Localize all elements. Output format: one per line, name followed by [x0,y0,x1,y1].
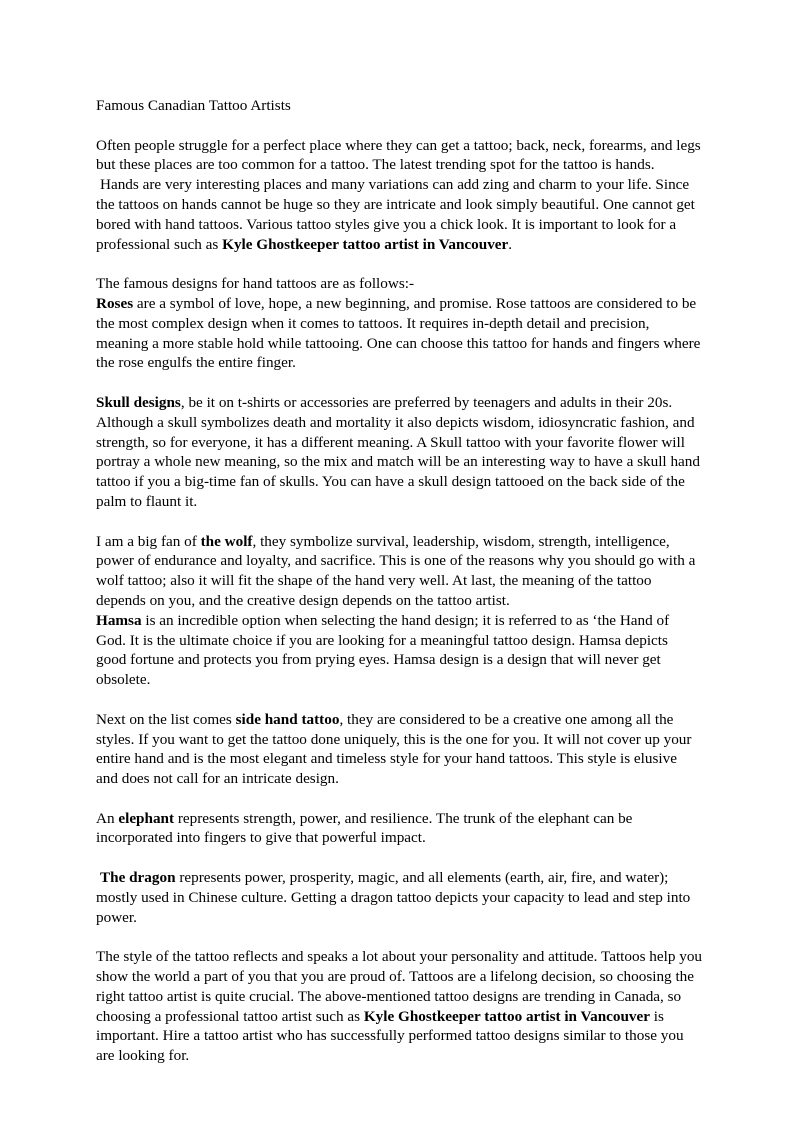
hamsa-paragraph: Hamsa is an incredible option when selecting the hand design; it is referred to as ‘the Hand of God. It is the ultimate choice if you are looking for a meaningful tattoo design. Hamsa depicts good fortune and protects you from prying eyes. Hamsa design is a design that will never get obsolete. [96,611,670,689]
wolf-paragraph: I am a big fan of the wolf, they symbolize survival, leadership, wisdom, strength, intelligence, power of endurance and loyalty, and sacrifice. This is one of the reasons why you should go with a wolf tattoo; also it will fit the shape of the hand very well. At last, the meaning of the tattoo depends on you, and the creative design depends on the tattoo artist. [96,532,696,609]
elephant-paragraph: An elephant represents strength, power, and resilience. The trunk of the elephant can be incorporated into fingers to give that powerful impact. [96,809,633,847]
skull-paragraph: Skull designs, be it on t-shirts or accessories are preferred by teenagers and adults in their 20s. Although a skull symbolizes death and mortality it also depicts wisdom, idiosyncratic fashion, and strength, so for everyone, it has a different meaning. A Skull tattoo with your favorite flower will portray a whole new meaning, so the mix and match will be an interesting way to have a skull hand tattoo if you a big-time fan of skulls. You can have a skull design tattooed on the back side of the palm to flaunt it. [96,393,700,510]
designs-heading: The famous designs for hand tattoos are as follows:- [96,275,415,293]
conclusion-paragraph: The style of the tattoo reflects and speaks a lot about your personality and attitude. Tattoos help you show the world a part of you that you are proud of. Tattoos are a lifelong decision, so choosing the right tattoo artist is quite crucial. The above-mentioned tattoo designs are trending in Canada, so choosing a professional tattoo artist such as Kyle Ghostkeeper tattoo artist in Vancouver is important. Hire a tattoo artist who has successfully performed tattoo designs similar to those you are looking for. [96,948,703,1065]
document-body [96,96,702,1086]
document-title: Famous Canadian Tattoo Artists [96,97,291,114]
roses-paragraph: Roses are a symbol of love, hope, a new beginning, and promise. Rose tattoos are considered to be the most complex design when it comes to tattoos. It requires in-depth detail and precision, meaning a more stable hold while tattooing. One can choose this tattoo for hands and fingers where the rose engulfs the entire finger. [96,294,701,372]
intro-paragraph-1: Often people struggle for a perfect place where they can get a tattoo; back, neck, forearms, and legs but these places are too common for a tattoo. The latest trending spot for the tattoo is hands. [96,136,701,174]
dragon-paragraph: The dragon represents power, prosperity, magic, and all elements (earth, air, fire, and water); mostly used in Chinese culture. Getting a dragon tattoo depicts your capacity to lead and step into power. [96,869,691,926]
artist-name-link-text: Kyle Ghostkeeper tattoo artist in Vancouver [363,1007,650,1025]
intro-paragraph-2: Hands are very interesting places and many variations can add zing and charm to your life. Since the tattoos on hands cannot be huge so they are intricate and look simply beautiful. One cannot get bored with hand tattoos. Various tattoo styles give you a chick look. It is important to look for a professional such as Kyle Ghostkeeper tattoo artist in Vancouver. [96,176,695,253]
artist-name-link-text: Kyle Ghostkeeper tattoo artist in Vancouver [222,235,509,253]
side-hand-paragraph: Next on the list comes side hand tattoo, they are considered to be a creative one among all the styles. If you want to get the tattoo done uniquely, this is the one for you. It will not cover up your entire hand and is the most elegant and timeless style for your hand tattoos. This style is elusive and does not call for an intricate design. [96,710,692,788]
